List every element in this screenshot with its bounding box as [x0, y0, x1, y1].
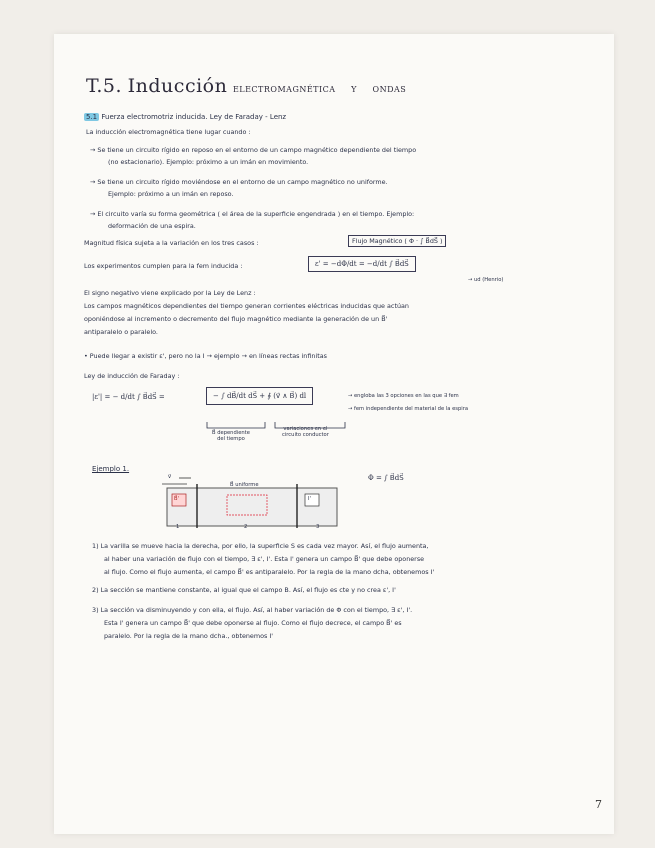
formula-note: → fem independiente del material de la espira [348, 406, 469, 412]
text-line: → El circuito varía su forma geométrica ( el área de la superficie engendrada ) en el tiempo. Ejemplo: [90, 210, 415, 218]
text-line: • Puede llegar a existir ε', pero no la I → ejemplo → en líneas rectas infinitas [84, 352, 327, 360]
text-line: 2) La sección se mantiene constante, al igual que el campo B. Así, el flujo es cte y no crea ε', I' [92, 586, 396, 594]
region-label: 3 [316, 524, 320, 530]
text-line: paralelo. Por la regla de la mano dcha., obtenemos I' [104, 632, 274, 640]
section-heading: 5.1 Fuerza electromotriz inducida. Ley de Faraday - Lenz [86, 113, 287, 121]
formula-note: → engloba las 3 opciones en las que ∃ fem [348, 393, 459, 399]
text-line: Los campos magnéticos dependientes del tiempo generan corrientes eléctricas inducidas que actúan [84, 302, 409, 310]
text-line: Ejemplo: próximo a un imán en reposo. [108, 190, 234, 198]
section-badge: 5.1 [86, 113, 98, 121]
example-label: Ejemplo 1. [92, 465, 130, 473]
text-line: Esta I' genera un campo B⃗' que debe oponerse al flujo. Como el flujo decrece, el campo B⃗' es [104, 619, 402, 627]
unit-note: → ud (Henrio) [468, 277, 504, 283]
flux-formula: Φ = ∫ B⃗dS⃗ [368, 474, 404, 482]
text-line: La inducción electromagnética tiene lugar cuando : [86, 128, 251, 136]
text-line: Los experimentos cumplen para la fem inducida : [84, 262, 243, 270]
b-field-note: B⃗ uniforme [230, 482, 259, 488]
text-line: El signo negativo viene explicado por la Ley de Lenz : [84, 289, 256, 297]
notebook-page [54, 34, 614, 834]
text-line: 1) La varilla se mueve hacia la derecha, por ello, la superficie S es cada vez mayor. Así, el flujo aumenta, [92, 542, 429, 550]
text-line: antiparalelo o paralelo. [84, 328, 158, 336]
faraday-formula-box: − ∫ dB⃗/dt dS⃗ + ∮ (v⃗ ∧ B⃗) dl [206, 387, 313, 405]
boxed-formula: Flujo Magnético ( Φ · ∫ B⃗dS⃗ ) [348, 235, 446, 247]
faraday-formula-left: |ε'| = − d/dt ∫ B⃗dS⃗ = [92, 393, 165, 401]
text-line: al haber una variación de flujo con el tiempo, ∃ ε', I'. Esta I' genera un campo B⃗' que debe oponerse [104, 555, 425, 563]
text-line: al flujo. Como el flujo aumenta, el campo B⃗' es antiparalelo. Por la regla de la mano dcha, obtenemos I' [104, 568, 435, 576]
region-label: 2 [244, 524, 248, 530]
boxed-formula: ε' = −dΦ/dt = −d/dt ∫ B⃗dS⃗ [308, 256, 416, 272]
example-diagram [157, 470, 347, 532]
velocity-label: v⃗ [168, 474, 172, 480]
induced-b-label: B⃗' [174, 496, 179, 502]
region-label: 1 [176, 524, 180, 530]
text-line: 3) La sección va disminuyendo y con ella, el flujo. Así, al haber variación de Φ con el tiempo, ∃ ε', I'. [92, 606, 413, 614]
text-line: Ley de inducción de Faraday : [84, 372, 180, 380]
text-line: Magnitud física sujeta a la variación en los tres casos : [84, 239, 259, 247]
text-line: (no estacionario). Ejemplo: próximo a un imán en movimiento. [108, 158, 309, 166]
text-line: → Se tiene un circuito rígido en reposo en el entorno de un campo magnético dependiente del tiempo [90, 146, 417, 154]
text-line: deformación de una espira. [108, 222, 196, 230]
page-number: 7 [595, 798, 602, 811]
text-line: → Se tiene un circuito rígido moviéndose en el entorno de un campo magnético no uniforme. [90, 178, 388, 186]
text-line: oponiéndose al incremento o decremento del flujo magnético mediante la generación de un B⃗' [84, 315, 388, 323]
underbrace-label: variaciones en el circuito conductor [282, 426, 329, 438]
induced-current-label: I' [308, 496, 311, 502]
underbrace-label: B⃗ dependiente del tiempo [212, 430, 250, 442]
page-title: T.5. Inducción electromagnética y ondas [86, 75, 407, 97]
